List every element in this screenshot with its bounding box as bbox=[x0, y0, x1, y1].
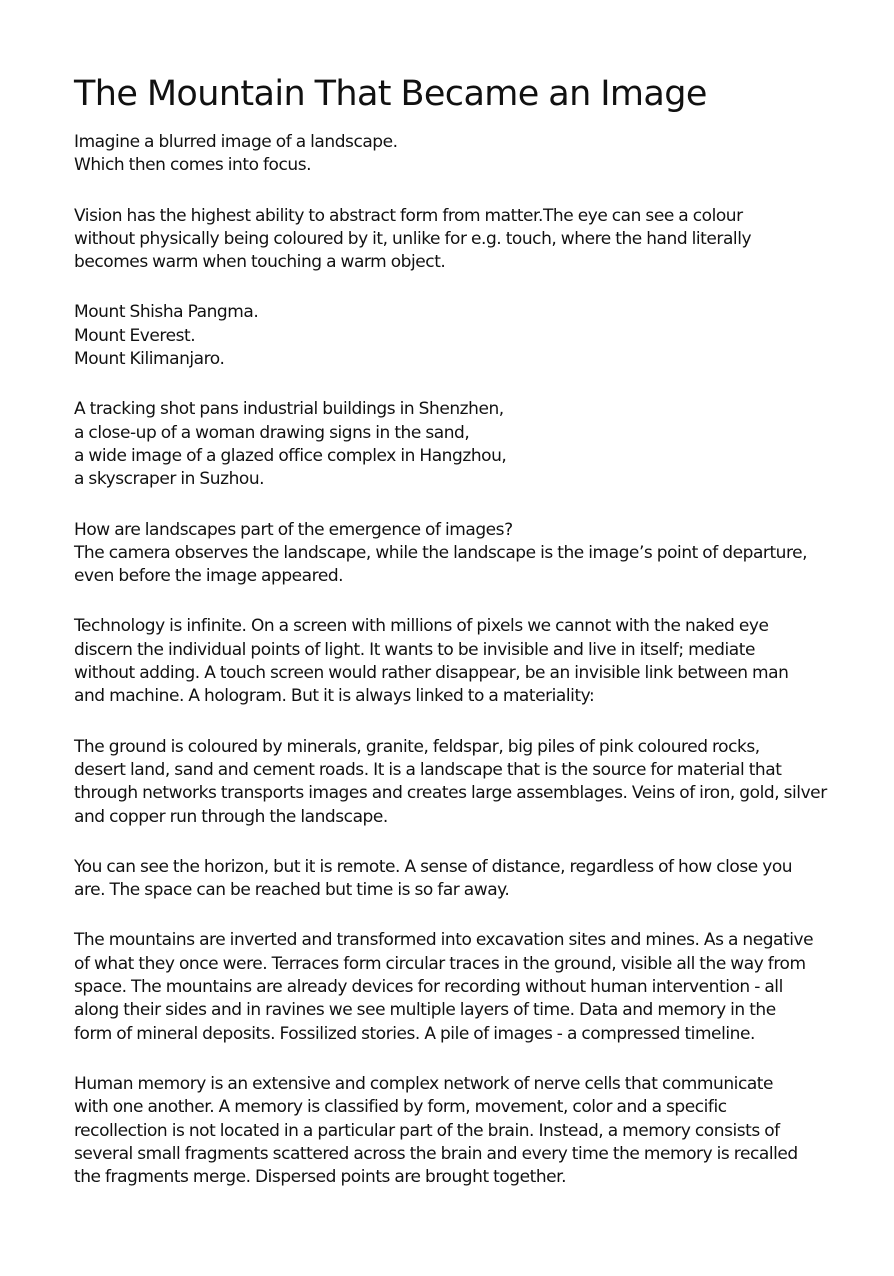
document-title: The Mountain That Became an Image bbox=[74, 74, 707, 114]
paragraph-2 bbox=[74, 205, 834, 275]
paragraph-9 bbox=[74, 929, 834, 1045]
paragraph-8 bbox=[74, 856, 834, 903]
paragraph-line: Technology is infinite. On a screen with millions of pixels we cannot with the naked eye bbox=[74, 616, 769, 637]
paragraph-line: How are landscapes part of the emergence of images? bbox=[74, 519, 513, 540]
paragraph-3 bbox=[74, 301, 834, 371]
paragraph-line: through networks transports images and creates large assemblages. Veins of iron, gold, silver bbox=[74, 783, 827, 804]
paragraph-line: The ground is coloured by minerals, granite, feldspar, big piles of pink coloured rocks, bbox=[74, 736, 760, 757]
paragraph-line: You can see the horizon, but it is remote. A sense of distance, regardless of how close you bbox=[74, 856, 793, 877]
paragraph-6 bbox=[74, 615, 834, 708]
document-page bbox=[74, 72, 834, 1216]
paragraph-line: are. The space can be reached but time is so far away. bbox=[74, 880, 510, 901]
paragraph-line: The camera observes the landscape, while the landscape is the image’s point of departure, bbox=[74, 542, 808, 563]
paragraph-line: and machine. A hologram. But it is always linked to a materiality: bbox=[74, 686, 595, 707]
paragraph-line: recollection is not located in a particular part of the brain. Instead, a memory consists of bbox=[74, 1120, 780, 1141]
paragraph-line: form of mineral deposits. Fossilized stories. A pile of images - a compressed timeline. bbox=[74, 1023, 755, 1044]
paragraph-line: and copper run through the landscape. bbox=[74, 806, 388, 827]
paragraph-line: space. The mountains are already devices for recording without human intervention - all bbox=[74, 977, 783, 998]
paragraph-line: the fragments merge. Dispersed points are brought together. bbox=[74, 1167, 567, 1188]
paragraph-line: of what they once were. Terraces form circular traces in the ground, visible all the way from bbox=[74, 953, 806, 974]
paragraph-7 bbox=[74, 736, 834, 829]
paragraph-line: a wide image of a glazed office complex in Hangzhou, bbox=[74, 445, 507, 466]
paragraph-line: desert land, sand and cement roads. It is a landscape that is the source for material that bbox=[74, 759, 782, 780]
paragraph-line: Mount Kilimanjaro. bbox=[74, 349, 225, 370]
paragraph-line: a skyscraper in Suzhou. bbox=[74, 469, 265, 490]
paragraph-line: discern the individual points of light. It wants to be invisible and live in itself; mediate bbox=[74, 639, 755, 660]
paragraph-line: The mountains are inverted and transformed into excavation sites and mines. As a negative bbox=[74, 930, 814, 951]
paragraph-4 bbox=[74, 398, 834, 491]
paragraph-line: without adding. A touch screen would rather disappear, be an invisible link between man bbox=[74, 663, 789, 684]
paragraph-line: several small fragments scattered across the brain and every time the memory is recalled bbox=[74, 1143, 798, 1164]
paragraph-line: a close-up of a woman drawing signs in the sand, bbox=[74, 422, 470, 443]
paragraph-line: Vision has the highest ability to abstract form from matter.The eye can see a colour bbox=[74, 205, 743, 226]
paragraph-line: Human memory is an extensive and complex network of nerve cells that communicate bbox=[74, 1073, 774, 1094]
paragraph-line: Which then comes into focus. bbox=[74, 155, 312, 176]
paragraph-10 bbox=[74, 1073, 834, 1189]
paragraph-line: even before the image appeared. bbox=[74, 566, 344, 587]
paragraph-line: with one another. A memory is classified by form, movement, color and a specific bbox=[74, 1097, 727, 1118]
paragraph-line: along their sides and in ravines we see multiple layers of time. Data and memory in the bbox=[74, 1000, 776, 1021]
paragraph-line: without physically being coloured by it, unlike for e.g. touch, where the hand literally bbox=[74, 228, 752, 249]
paragraph-5 bbox=[74, 519, 834, 589]
paragraph-line: becomes warm when touching a warm object. bbox=[74, 252, 446, 273]
paragraph-line: Imagine a blurred image of a landscape. bbox=[74, 132, 398, 152]
paragraph-1 bbox=[74, 131, 834, 178]
paragraph-line: Mount Everest. bbox=[74, 325, 196, 346]
paragraph-line: Mount Shisha Pangma. bbox=[74, 302, 259, 323]
paragraph-line: A tracking shot pans industrial buildings in Shenzhen, bbox=[74, 399, 504, 420]
